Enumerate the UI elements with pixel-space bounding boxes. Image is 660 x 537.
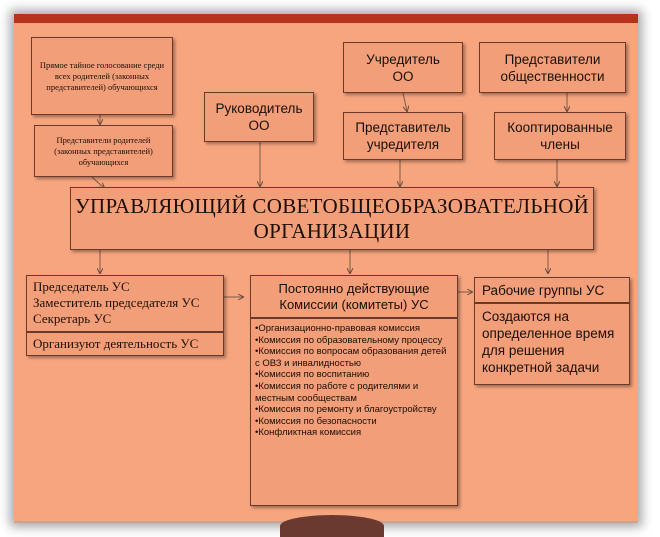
coopted-box: [494, 112, 626, 160]
commissions-list: [250, 318, 458, 506]
public-line-2: общественности: [500, 68, 605, 84]
founder-rep-line-1: Представитель: [355, 120, 451, 135]
working-groups-desc-line: для решения: [482, 343, 565, 358]
officer-chair: Председатель УС: [33, 279, 130, 294]
organize-text: Организуют деятельность УС: [33, 336, 199, 351]
commissions-header-line-1: Постоянно действующие: [278, 280, 430, 296]
commission-item: •Организационно-правовая комиссия: [255, 323, 420, 334]
council-title-box: [70, 187, 594, 250]
founder-rep-box: [343, 112, 463, 160]
organize-box: [26, 332, 224, 356]
commissions-header-line-2: Комиссии (комитеты) УС: [279, 296, 429, 312]
commission-item: •Комиссия по вопросам образования детей с ОВЗ и инвалидностью: [255, 346, 447, 369]
bottom-decoration: [280, 515, 384, 537]
founder-box: [343, 42, 463, 93]
parents-reps-box: [34, 125, 173, 177]
council-title-line-2: ОРГАНИЗАЦИИ: [253, 218, 411, 243]
public-line-1: Представители: [504, 51, 601, 67]
commission-item: •Комиссия по ремонту и благоустройству: [255, 404, 437, 416]
public-box: [479, 42, 626, 93]
commission-item: •Комиссия по воспитанию: [255, 369, 370, 381]
officers-box: [26, 275, 224, 332]
council-title-line-1: УПРАВЛЯЮЩИЙ СОВЕТОБЩЕОБРАЗОВАТЕЛЬНОЙ: [74, 193, 590, 218]
arrow-founder-to-rep: [403, 93, 407, 111]
coopted-line-1: Кооптированные: [507, 120, 613, 135]
officer-deputy: Заместитель председателя УС: [33, 295, 200, 310]
commission-item: •Комиссия по образовательному процессу: [255, 334, 443, 346]
commission-item: •Комиссия по работе с родителями и местным сообществам: [255, 380, 419, 404]
founder-line-1: Учредитель: [366, 51, 440, 67]
officer-secretary: Секретарь УС: [33, 311, 112, 326]
working-groups-desc-line: определенное время: [482, 326, 615, 341]
parents-reps-text: Представители родителей (законных представителей) обучающихся: [54, 134, 153, 167]
working-groups-desc-line: Создаются на: [482, 309, 570, 324]
working-groups-desc-line: конкретной задачи: [482, 360, 600, 375]
direct-vote-text: Прямое тайное голосование среди всех родителей (законных представителей) обучающихся: [39, 59, 165, 92]
commission-item: •Комиссия по безопасности: [255, 415, 377, 427]
founder-rep-line-2: учредителя: [366, 137, 440, 152]
direct-vote-box: [31, 37, 173, 115]
coopted-line-2: члены: [540, 137, 580, 152]
commission-item: •Конфликтная комиссия: [255, 427, 362, 439]
head-box: [204, 92, 314, 142]
head-line-1: Руководитель: [215, 101, 303, 116]
working-groups-header-box: [474, 277, 630, 303]
founder-line-2: ОО: [392, 68, 414, 84]
head-line-2: ОО: [248, 118, 270, 133]
working-groups-header: Рабочие группы УС: [482, 282, 605, 298]
commissions-header-box: [250, 275, 458, 318]
working-groups-desc-box: [474, 303, 630, 385]
